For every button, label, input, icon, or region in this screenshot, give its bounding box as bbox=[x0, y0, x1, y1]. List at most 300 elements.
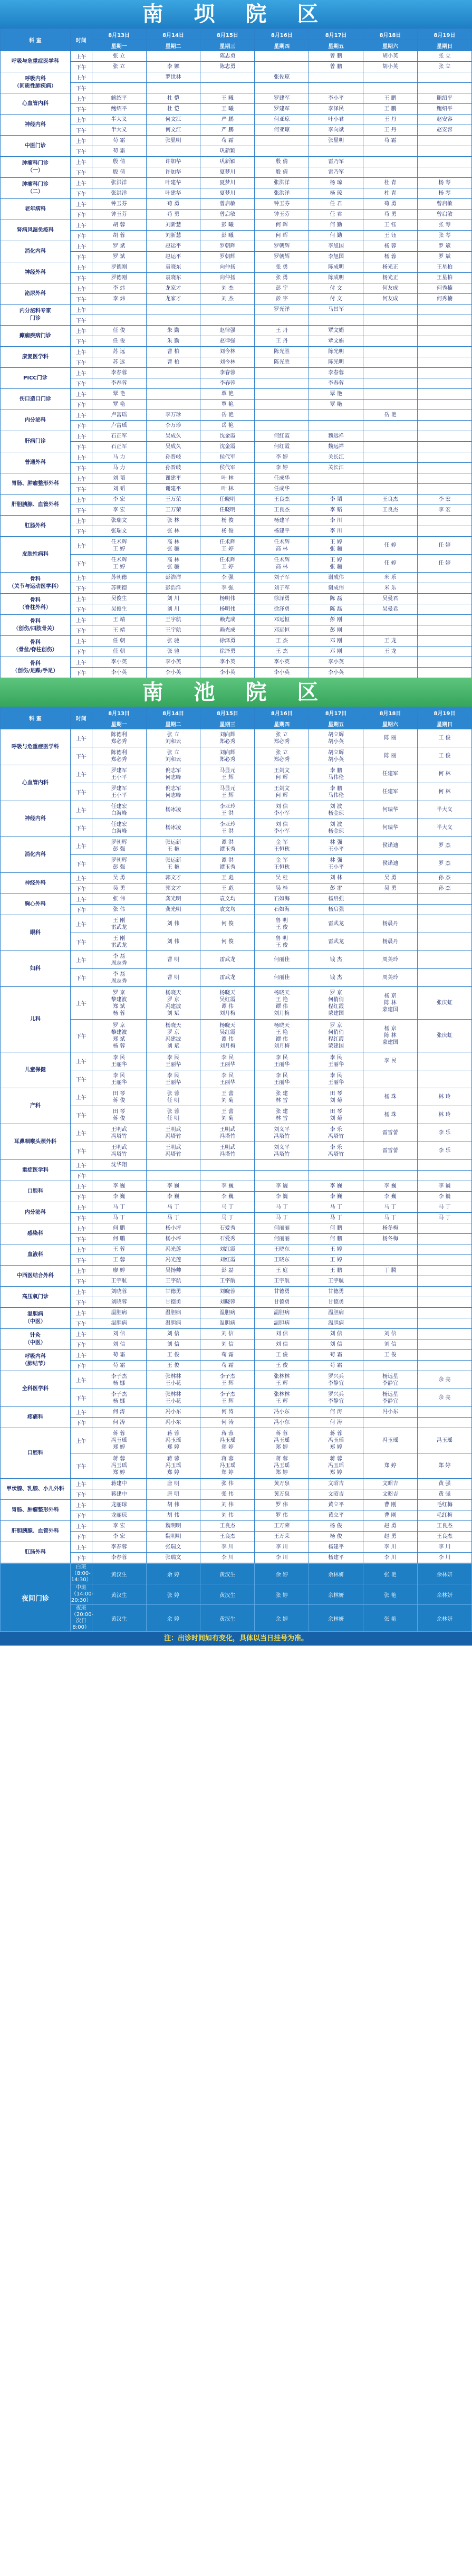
table-row bbox=[1, 837, 472, 855]
doctor-cell: 甘德勇 bbox=[309, 1287, 363, 1297]
doctor-cell: 文昭吉 bbox=[309, 1479, 363, 1489]
doctor-cell bbox=[363, 389, 418, 400]
dept-name: 呼吸内科 （间质性肺疾病） bbox=[1, 72, 71, 93]
doctor-cell: 刘红霞 bbox=[200, 1255, 255, 1266]
doctor-cell bbox=[363, 668, 418, 678]
doctor-cell: 吴 桂 bbox=[255, 873, 309, 883]
doctor-cell: 龙家才 bbox=[146, 294, 200, 305]
table-row bbox=[1, 819, 472, 837]
dept-name: 神经内科 bbox=[1, 801, 71, 837]
doctor-cell: 何 鹏 bbox=[309, 1234, 363, 1244]
doctor-cell: 任术辉 王 婷 bbox=[92, 537, 146, 555]
doctor-cell: 王 杰 bbox=[255, 647, 309, 657]
doctor-cell: 余 婷 bbox=[255, 1564, 309, 1584]
table-row bbox=[1, 1020, 472, 1052]
doctor-cell: 李小英 bbox=[200, 668, 255, 678]
doctor-cell: 李 巍 bbox=[146, 1181, 200, 1192]
doctor-cell: 鲁 明 王 俊 bbox=[255, 915, 309, 933]
table-row bbox=[1, 1287, 472, 1297]
doctor-cell: 沈华翔 bbox=[92, 1160, 146, 1171]
doctor-cell: 罗 京 何俏俏 程红霞 蒙建国 bbox=[309, 987, 363, 1020]
doctor-cell: 马 丁 bbox=[255, 1213, 309, 1223]
doctor-cell: 甘德勇 bbox=[309, 1297, 363, 1308]
doctor-cell bbox=[417, 1070, 471, 1088]
doctor-cell: 李春蓉 bbox=[309, 378, 363, 389]
doctor-cell: 陈 磊 bbox=[309, 594, 363, 604]
doctor-cell: 魏远祥 bbox=[309, 442, 363, 452]
doctor-cell: 杨小坪 bbox=[146, 1234, 200, 1244]
doctor-cell: 杜 恺 bbox=[146, 93, 200, 104]
doctor-cell: 王宇航 bbox=[146, 1276, 200, 1287]
doctor-cell: 李 巍 bbox=[92, 1181, 146, 1192]
doctor-cell: 王万荣 bbox=[146, 505, 200, 516]
doctor-cell: 杨远星 李静宜 bbox=[363, 1389, 418, 1407]
doctor-cell: 王 俊 bbox=[417, 747, 471, 765]
doctor-cell: 赵 勇 bbox=[363, 1532, 418, 1542]
doctor-cell bbox=[417, 625, 471, 636]
doctor-cell: 曹 刚 bbox=[363, 1500, 418, 1510]
doctor-cell: 杨 琴 bbox=[417, 188, 471, 199]
table-row bbox=[1, 1181, 472, 1192]
doctor-cell: 任成华 bbox=[255, 473, 309, 484]
doctor-cell: 文昭吉 bbox=[309, 1489, 363, 1500]
dept-name: PICC门诊 bbox=[1, 368, 71, 389]
doctor-cell: 谢建平 bbox=[146, 473, 200, 484]
table-row bbox=[1, 1510, 472, 1521]
doctor-cell: 李小英 bbox=[309, 657, 363, 668]
doctor-cell: 刘 信 bbox=[255, 1339, 309, 1350]
header-weekday: 星期日 bbox=[417, 40, 471, 51]
doctor-cell: 刘今林 bbox=[200, 347, 255, 357]
doctor-cell: 苟 霜 bbox=[200, 136, 255, 146]
doctor-cell: 苟 霜 bbox=[92, 1350, 146, 1361]
doctor-cell: 黄 强 bbox=[417, 1489, 471, 1500]
doctor-cell: 刘 信 李小军 bbox=[255, 801, 309, 819]
doctor-cell: 李万珍 bbox=[146, 421, 200, 431]
doctor-cell: 刘 波 杨金琼 bbox=[309, 819, 363, 837]
doctor-cell: 李 宏 bbox=[417, 495, 471, 505]
doctor-cell: 龙丽琼 bbox=[92, 1500, 146, 1510]
doctor-cell: 冯小东 bbox=[255, 1407, 309, 1418]
doctor-cell: 张 立 bbox=[92, 51, 146, 62]
table-row bbox=[1, 1234, 472, 1244]
doctor-cell: 许加华 bbox=[146, 167, 200, 178]
doctor-cell: 彭 曦 bbox=[200, 220, 255, 231]
time-slot: 下午 bbox=[70, 1070, 92, 1088]
doctor-cell: 陈德利 郑必秀 bbox=[92, 729, 146, 747]
header-time: 时间 bbox=[70, 707, 92, 729]
doctor-cell: 文昭吉 bbox=[363, 1489, 418, 1500]
doctor-cell: 田 琴 蒋 俊 bbox=[92, 1088, 146, 1106]
doctor-cell: 马 丁 bbox=[146, 1213, 200, 1223]
time-slot: 上午 bbox=[70, 51, 92, 62]
table-row bbox=[1, 583, 472, 594]
doctor-cell: 刘新慧 bbox=[146, 220, 200, 231]
doctor-cell: 王 龙 bbox=[363, 636, 418, 647]
dept-name: 肾病风湿免疫科 bbox=[1, 220, 71, 241]
doctor-cell: 彭 宇 bbox=[255, 294, 309, 305]
header-date: 8月16日 bbox=[255, 29, 309, 40]
doctor-cell: 何 俊 bbox=[200, 915, 255, 933]
doctor-cell: 张洪洋 bbox=[92, 178, 146, 188]
doctor-cell bbox=[363, 905, 418, 915]
time-slot: 上午 bbox=[70, 1124, 92, 1142]
doctor-cell bbox=[255, 62, 309, 72]
footer-note: 注：出诊时间如有变化，具体以当日挂号为准。 bbox=[0, 1632, 472, 1646]
doctor-cell: 李 巍 bbox=[417, 1181, 471, 1192]
doctor-cell: 覃 艳 bbox=[92, 389, 146, 400]
table-row bbox=[1, 801, 472, 819]
table-row bbox=[1, 1605, 472, 1632]
doctor-cell: 冯小东 bbox=[146, 1418, 200, 1428]
time-slot: 下午 bbox=[70, 1234, 92, 1244]
doctor-cell: 杜 青 bbox=[363, 188, 418, 199]
doctor-cell: 曾启敏 bbox=[417, 210, 471, 220]
doctor-cell: 李 强 bbox=[200, 573, 255, 583]
doctor-cell: 徐泽勇 bbox=[200, 647, 255, 657]
doctor-cell: 冯小东 bbox=[255, 1418, 309, 1428]
doctor-cell: 李 民 王丽华 bbox=[200, 1070, 255, 1088]
doctor-cell: 李旭国 bbox=[309, 252, 363, 262]
doctor-cell: 叶建华 bbox=[146, 178, 200, 188]
table-row bbox=[1, 537, 472, 555]
doctor-cell: 赵运平 bbox=[146, 252, 200, 262]
doctor-cell: 雷雪蕾 bbox=[363, 1142, 418, 1160]
header-weekday: 星期五 bbox=[309, 40, 363, 51]
doctor-cell: 龚光明 bbox=[146, 905, 200, 915]
doctor-cell: 赵律强 bbox=[200, 326, 255, 336]
doctor-cell: 李 川 bbox=[255, 1542, 309, 1553]
doctor-cell: 余林妍 bbox=[309, 1564, 363, 1584]
dept-name: 胃肠、肿瘤整形外科 bbox=[1, 473, 71, 495]
doctor-cell: 夏梦川 bbox=[200, 167, 255, 178]
time-slot: 上午 bbox=[70, 452, 92, 463]
doctor-cell bbox=[255, 1160, 309, 1171]
time-slot: 上午 bbox=[70, 657, 92, 668]
doctor-cell: 钱 杰 bbox=[309, 951, 363, 969]
doctor-cell: 刘 信 bbox=[92, 1329, 146, 1339]
doctor-cell: 李小英 bbox=[255, 657, 309, 668]
doctor-cell: 李万珍 bbox=[146, 410, 200, 421]
doctor-cell bbox=[417, 526, 471, 537]
doctor-cell: 刘义平 冯塔竹 bbox=[255, 1142, 309, 1160]
doctor-cell: 马 丁 bbox=[92, 1213, 146, 1223]
doctor-cell: 刘 信 bbox=[200, 1339, 255, 1350]
doctor-cell: 温胆病 bbox=[255, 1318, 309, 1329]
doctor-cell: 苟 霜 bbox=[363, 136, 418, 146]
doctor-cell: 何 鹏 bbox=[92, 1234, 146, 1244]
doctor-cell: 任晓明 bbox=[200, 495, 255, 505]
doctor-cell: 任建军 bbox=[363, 783, 418, 801]
doctor-cell: 杨光正 bbox=[363, 262, 418, 273]
time-slot: 上午 bbox=[70, 1521, 92, 1532]
doctor-cell: 黄万泉 bbox=[255, 1479, 309, 1489]
doctor-cell: 张 立 郑必秀 bbox=[255, 747, 309, 765]
time-slot: 上午 bbox=[70, 241, 92, 252]
doctor-cell: 张 林 bbox=[146, 516, 200, 526]
time-slot: 上午 bbox=[70, 347, 92, 357]
doctor-cell: 石正军 bbox=[92, 431, 146, 442]
doctor-cell bbox=[363, 463, 418, 473]
header-weekday: 星期二 bbox=[146, 40, 200, 51]
doctor-cell: 刘 韬 bbox=[92, 473, 146, 484]
doctor-cell: 李 磊 周志秀 bbox=[92, 969, 146, 987]
doctor-cell: 刘晓蓉 bbox=[200, 1287, 255, 1297]
doctor-cell: 李 韬 bbox=[309, 505, 363, 516]
table-row bbox=[1, 104, 472, 115]
doctor-cell: 罗 杰 bbox=[417, 855, 471, 873]
doctor-cell: 陈 丽 bbox=[363, 729, 418, 747]
doctor-cell: 张林林 王 辉 bbox=[255, 1389, 309, 1407]
doctor-cell: 苟 霜 bbox=[309, 1361, 363, 1371]
doctor-cell: 冯玉瑶 bbox=[363, 1428, 418, 1453]
doctor-cell: 罗 斌 bbox=[92, 252, 146, 262]
doctor-cell: 张 驰 bbox=[146, 647, 200, 657]
table-row bbox=[1, 594, 472, 604]
table-row bbox=[1, 657, 472, 668]
doctor-cell: 何 俊 bbox=[200, 933, 255, 951]
time-slot: 下午 bbox=[70, 188, 92, 199]
doctor-cell bbox=[363, 347, 418, 357]
doctor-cell: 岳 艳 bbox=[200, 410, 255, 421]
doctor-cell: 何秀楠 bbox=[417, 283, 471, 294]
doctor-cell: 王 婷 张 骊 bbox=[309, 537, 363, 555]
doctor-cell: 苟 勇 bbox=[363, 199, 418, 210]
doctor-cell bbox=[417, 516, 471, 526]
table-row bbox=[1, 83, 472, 93]
doctor-cell: 任 君 bbox=[309, 210, 363, 220]
table-row bbox=[1, 516, 472, 526]
doctor-cell: 王良杰 bbox=[255, 495, 309, 505]
doctor-cell: 胡小英 bbox=[363, 51, 418, 62]
dept-name: 全科医学科 bbox=[1, 1371, 71, 1407]
doctor-cell bbox=[417, 1276, 471, 1287]
doctor-cell: 刘 杰 bbox=[200, 283, 255, 294]
doctor-cell: 苟 霜 bbox=[92, 1361, 146, 1371]
doctor-cell: 付 文 bbox=[309, 294, 363, 305]
doctor-cell bbox=[146, 400, 200, 410]
doctor-cell: 夏梦川 bbox=[200, 188, 255, 199]
doctor-cell: 曾启敏 bbox=[200, 210, 255, 220]
doctor-cell: 余林妍 bbox=[309, 1605, 363, 1632]
doctor-cell: 李 巍 bbox=[200, 1192, 255, 1202]
doctor-cell bbox=[363, 1297, 418, 1308]
dept-name: 儿童保健 bbox=[1, 1052, 71, 1088]
header-date: 8月17日 bbox=[309, 707, 363, 718]
doctor-cell: 魏明明 bbox=[146, 1521, 200, 1532]
doctor-cell bbox=[363, 400, 418, 410]
time-slot: 上午 bbox=[70, 1223, 92, 1234]
doctor-cell bbox=[363, 1244, 418, 1255]
dept-name: 产科 bbox=[1, 1088, 71, 1124]
doctor-cell: 谢成伟 bbox=[309, 573, 363, 583]
time-slot: 上午 bbox=[70, 389, 92, 400]
header-dept: 科 室 bbox=[1, 707, 71, 729]
doctor-cell: 王 丹 bbox=[363, 125, 418, 136]
doctor-cell: 蒋 蓉 冯玉瑶 郑 婷 bbox=[309, 1428, 363, 1453]
doctor-cell bbox=[146, 83, 200, 93]
doctor-cell: 巩新颖 bbox=[200, 146, 255, 157]
time-slot: 上午 bbox=[70, 1088, 92, 1106]
doctor-cell: 杨冰凌 bbox=[146, 801, 200, 819]
table-row bbox=[1, 1142, 472, 1160]
time-slot: 上午 bbox=[70, 873, 92, 883]
dept-name: 心血管内科 bbox=[1, 765, 71, 801]
doctor-cell: 卢富瑶 bbox=[92, 421, 146, 431]
doctor-cell: 王宇航 bbox=[200, 1276, 255, 1287]
doctor-cell: 蒋 蓉 冯玉瑶 郑 婷 bbox=[255, 1428, 309, 1453]
dept-name: 甲状腺、乳腺、小儿外科 bbox=[1, 1479, 71, 1500]
table-row bbox=[1, 1276, 472, 1287]
doctor-cell bbox=[363, 1418, 418, 1428]
header-weekday: 星期六 bbox=[363, 718, 418, 729]
doctor-cell bbox=[363, 157, 418, 167]
doctor-cell: 李 川 bbox=[363, 1553, 418, 1563]
doctor-cell: 杨冬梅 bbox=[363, 1223, 418, 1234]
doctor-cell: 王 靖 bbox=[92, 615, 146, 625]
doctor-cell: 苟 霜 bbox=[92, 136, 146, 146]
time-slot: 下午 bbox=[70, 1532, 92, 1542]
time-slot: 下午 bbox=[70, 647, 92, 657]
doctor-cell: 何 晖 bbox=[255, 220, 309, 231]
doctor-cell: 李 乐 bbox=[417, 1142, 471, 1160]
doctor-cell: 杨冰凌 bbox=[146, 819, 200, 837]
doctor-cell bbox=[417, 410, 471, 421]
doctor-cell bbox=[363, 1255, 418, 1266]
dept-name: 皮肤性病科 bbox=[1, 537, 71, 573]
doctor-cell: 王 婷 张 骊 bbox=[309, 555, 363, 573]
doctor-cell: 鲁 明 王 俊 bbox=[255, 933, 309, 951]
doctor-cell: 龚光明 bbox=[146, 894, 200, 905]
header-time: 时间 bbox=[70, 29, 92, 51]
doctor-cell: 李泽民 bbox=[309, 104, 363, 115]
doctor-cell: 马 丁 bbox=[417, 1213, 471, 1223]
doctor-cell: 张显明 bbox=[146, 136, 200, 146]
doctor-cell: 殷 倩 bbox=[92, 157, 146, 167]
dept-name: 口腔科 bbox=[1, 1181, 71, 1202]
time-slot: 下午 bbox=[70, 62, 92, 72]
doctor-cell: 王 曦 bbox=[200, 104, 255, 115]
doctor-cell: 马 丁 bbox=[146, 1202, 200, 1213]
doctor-cell: 任建宏 白海峰 bbox=[92, 801, 146, 819]
doctor-cell: 刘晓蓉 bbox=[200, 1297, 255, 1308]
doctor-cell: 蒋 蓉 冯玉瑶 郑 婷 bbox=[92, 1428, 146, 1453]
table-row bbox=[1, 1564, 472, 1584]
doctor-cell bbox=[146, 378, 200, 389]
doctor-cell: 王 丹 bbox=[255, 336, 309, 347]
doctor-cell bbox=[417, 1418, 471, 1428]
doctor-cell: 李 巍 bbox=[146, 1192, 200, 1202]
doctor-cell: 徐泽勇 bbox=[200, 636, 255, 647]
dept-name: 中医门诊 bbox=[1, 136, 71, 157]
table-row bbox=[1, 765, 472, 783]
time-slot: 下午 bbox=[70, 747, 92, 765]
doctor-cell: 杜 恺 bbox=[146, 104, 200, 115]
doctor-cell: 罗朝辉 bbox=[255, 241, 309, 252]
doctor-cell: 何 涛 bbox=[92, 1407, 146, 1418]
doctor-cell: 李 巍 bbox=[92, 1192, 146, 1202]
time-slot: 上午 bbox=[70, 326, 92, 336]
doctor-cell bbox=[417, 594, 471, 604]
doctor-cell: 徐泽勇 bbox=[255, 594, 309, 604]
doctor-cell: 侯代军 bbox=[200, 463, 255, 473]
doctor-cell: 黄汉生 bbox=[92, 1605, 146, 1632]
doctor-cell: 甘德勇 bbox=[255, 1297, 309, 1308]
doctor-cell: 杨 蓉 bbox=[363, 252, 418, 262]
doctor-cell: 李 宏 bbox=[417, 505, 471, 516]
doctor-cell: 李子杰 王 辉 bbox=[200, 1389, 255, 1407]
table-row bbox=[1, 604, 472, 615]
doctor-cell: 吴曼君 bbox=[363, 594, 418, 604]
dept-name: 骨科 （创伤/足踝/手足） bbox=[1, 657, 71, 678]
table-row bbox=[1, 410, 472, 421]
doctor-cell: 杨晓天 吴红霞 谭 伟 刘月梅 bbox=[200, 987, 255, 1020]
doctor-cell bbox=[417, 431, 471, 442]
doctor-cell bbox=[200, 72, 255, 83]
doctor-cell: 马显元 王 辉 bbox=[200, 765, 255, 783]
doctor-cell bbox=[363, 1160, 418, 1171]
table-row bbox=[1, 421, 472, 431]
time-slot: 上午 bbox=[70, 431, 92, 442]
doctor-cell: 鲍绍平 bbox=[417, 93, 471, 104]
doctor-cell: 钟玉芬 bbox=[255, 210, 309, 220]
doctor-cell: 刘向辉 郑必秀 bbox=[200, 747, 255, 765]
dept-name: 肛肠外科 bbox=[1, 516, 71, 537]
table-row bbox=[1, 115, 472, 125]
doctor-cell bbox=[309, 484, 363, 495]
doctor-cell: 陈成明 bbox=[309, 262, 363, 273]
doctor-cell: 黄汉生 bbox=[200, 1605, 255, 1632]
table-row bbox=[1, 1160, 472, 1171]
doctor-cell: 李小英 bbox=[92, 668, 146, 678]
doctor-cell: 任术辉 高 林 bbox=[255, 555, 309, 573]
doctor-cell bbox=[417, 326, 471, 336]
time-slot: 上午 bbox=[70, 594, 92, 604]
header-weekday: 星期日 bbox=[417, 718, 471, 729]
doctor-cell: 罗兴兵 李静宜 bbox=[309, 1389, 363, 1407]
doctor-cell: 王 蕾 刘 菊 bbox=[200, 1088, 255, 1106]
doctor-cell: 王 刚 雷武龙 bbox=[92, 915, 146, 933]
time-slot: 上午 bbox=[70, 516, 92, 526]
doctor-cell: 张 琴 bbox=[417, 231, 471, 241]
doctor-cell: 赖光成 bbox=[200, 615, 255, 625]
table-row bbox=[1, 783, 472, 801]
table-row bbox=[1, 873, 472, 883]
doctor-cell: 任 君 bbox=[309, 199, 363, 210]
doctor-cell: 李 磊 周志秀 bbox=[92, 951, 146, 969]
doctor-cell: 何文江 bbox=[146, 125, 200, 136]
doctor-cell: 陈光明 bbox=[309, 347, 363, 357]
doctor-cell: 何 鹏 bbox=[309, 1223, 363, 1234]
table-row bbox=[1, 1106, 472, 1124]
doctor-cell: 田 琴 蒋 俊 bbox=[92, 1106, 146, 1124]
doctor-cell: 王 俊 bbox=[363, 1350, 418, 1361]
time-slot: 上午 bbox=[70, 987, 92, 1020]
table-row bbox=[1, 283, 472, 294]
doctor-cell: 曹 柏 bbox=[146, 357, 200, 368]
dept-name: 呼吸与危重症医学科 bbox=[1, 51, 71, 72]
time-slot: 下午 bbox=[70, 555, 92, 573]
doctor-cell: 覃 艳 bbox=[309, 389, 363, 400]
doctor-cell: 苟 勇 bbox=[146, 210, 200, 220]
doctor-cell: 鲍绍平 bbox=[92, 104, 146, 115]
doctor-cell: 马 丁 bbox=[363, 1202, 418, 1213]
dept-name: 泌尿外科 bbox=[1, 283, 71, 305]
doctor-cell: 陈 磊 bbox=[309, 604, 363, 615]
doctor-cell: 林 强 王小平 bbox=[309, 855, 363, 873]
doctor-cell: 苟 霜 bbox=[92, 146, 146, 157]
doctor-cell: 黄 强 bbox=[417, 1479, 471, 1489]
